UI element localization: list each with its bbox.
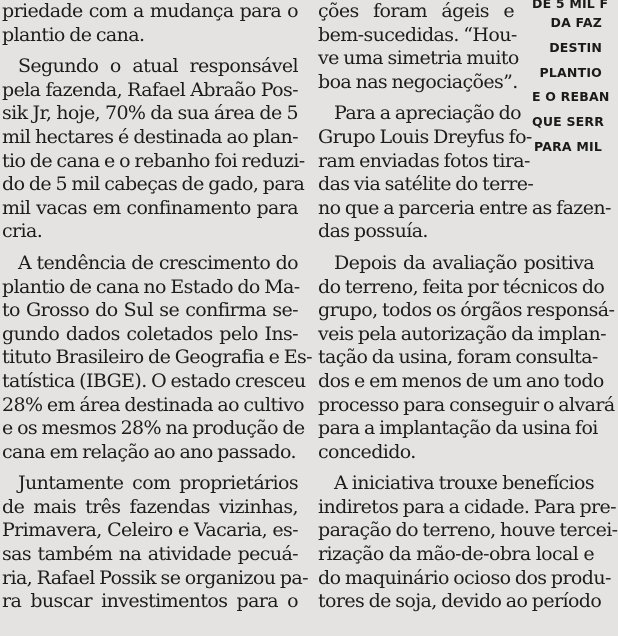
- text-line: A iniciativa trouxe benefícios: [334, 472, 594, 495]
- text-line: ções foram ágeis e: [318, 0, 514, 22]
- text-line: 28% em área destinada ao cultivo: [2, 393, 305, 416]
- pull-quote-line: PLANTIO: [539, 64, 602, 80]
- text-line: de mais três fazendas vizinhas,: [2, 495, 298, 518]
- text-line: concedido.: [318, 440, 416, 463]
- text-line: gundo dados coletados pelo Ins-: [2, 322, 298, 345]
- text-line: tio de cana e o rebanho foi reduzi-: [2, 149, 305, 172]
- pull-quote-line: DA FAZ: [550, 15, 602, 30]
- pull-quote-line: DESTIN: [549, 39, 602, 55]
- text-line: Primavera, Celeiro e Vacaria, es-: [2, 519, 298, 542]
- text-line: sas também na atividade pecuá-: [2, 543, 298, 566]
- text-line: A tendência de crescimento do: [18, 251, 298, 274]
- pull-quote-line: QUE SERR: [532, 114, 605, 130]
- text-line: tituto Brasileiro de Geografia e Es-: [2, 346, 312, 369]
- text-line: mil vacas em confinamento para: [2, 196, 298, 219]
- text-line: tores de soja, devido ao período: [318, 590, 602, 613]
- text-line: plantio de cana no Estado do Ma-: [2, 275, 300, 298]
- text-line: e os mesmos 28% na produção de: [2, 417, 305, 440]
- text-line: to Grosso do Sul se confirma se-: [2, 299, 298, 322]
- text-line: Juntamente com proprietários: [18, 472, 298, 495]
- text-line: ria, Rafael Possik se organizou pa-: [2, 566, 308, 589]
- text-line: das possuía.: [318, 220, 428, 243]
- text-line: tatística (IBGE). O estado cresceu: [2, 369, 306, 392]
- text-line: veis pela autorização da implan-: [318, 322, 606, 345]
- text-line: grupo, todos os órgãos responsá-: [318, 299, 615, 322]
- text-line: bem-sucedidas. “Hou-: [318, 23, 517, 46]
- text-line: boa nas negociações”.: [318, 70, 518, 93]
- text-line: no que a parceria entre as fazen-: [318, 196, 611, 219]
- text-line: ve uma simetria muito: [318, 47, 519, 70]
- paragraph: [2, 472, 308, 614]
- paragraph: [2, 55, 305, 244]
- text-line: sik Jr, hoje, 70% da sua área de 5: [2, 102, 298, 125]
- pull-quote-sidebar: [532, 0, 610, 160]
- text-line: das via satélite do terre-: [318, 173, 534, 196]
- text-line: indiretos para a cidade. Para pre-: [318, 495, 616, 518]
- pull-quote-line: DE 5 MIL F: [532, 0, 609, 11]
- text-line: Depois da avaliação positiva: [334, 251, 594, 274]
- pull-quote-line: E O REBAN: [532, 89, 610, 105]
- paragraph: [318, 251, 615, 464]
- text-line: Para a apreciação do: [334, 102, 521, 125]
- text-line: ram enviadas fotos tira-: [318, 149, 530, 172]
- text-line: do de 5 mil cabeças de gado, para: [2, 173, 305, 196]
- text-line: processo para conseguir o alvará: [318, 393, 615, 416]
- text-line: tação da usina, foram consulta-: [318, 346, 598, 369]
- text-line: ra buscar investimentos para o: [2, 590, 298, 613]
- text-line: Segundo o atual responsável: [18, 55, 298, 78]
- article-column-left: [2, 0, 312, 614]
- paragraph: [318, 472, 618, 614]
- text-line: dos e em menos de um ano todo: [318, 369, 604, 392]
- pull-quote-line: PARA MIL: [534, 138, 602, 154]
- text-line: pela fazenda, Rafael Abraão Pos-: [2, 78, 298, 101]
- text-line: do maquinário ocioso dos produ-: [318, 566, 611, 589]
- paragraph: [2, 0, 298, 47]
- text-line: plantio de cana.: [2, 23, 145, 46]
- paragraph: [318, 0, 519, 94]
- text-line: do terreno, feita por técnicos do: [318, 275, 605, 298]
- text-line: cria.: [2, 220, 43, 243]
- paragraph: [2, 251, 312, 464]
- text-line: rização da mão-de-obra local e: [318, 543, 594, 566]
- text-line: mil hectares é destinada ao plan-: [2, 125, 298, 148]
- text-line: priedade com a mudança para o: [2, 0, 298, 22]
- text-line: para a implantação da usina foi: [318, 417, 598, 440]
- text-line: Grupo Louis Dreyfus fo-: [318, 125, 532, 148]
- text-line: cana em relação ao ano passado.: [2, 440, 296, 463]
- text-line: paração do terreno, houve tercei-: [318, 519, 618, 542]
